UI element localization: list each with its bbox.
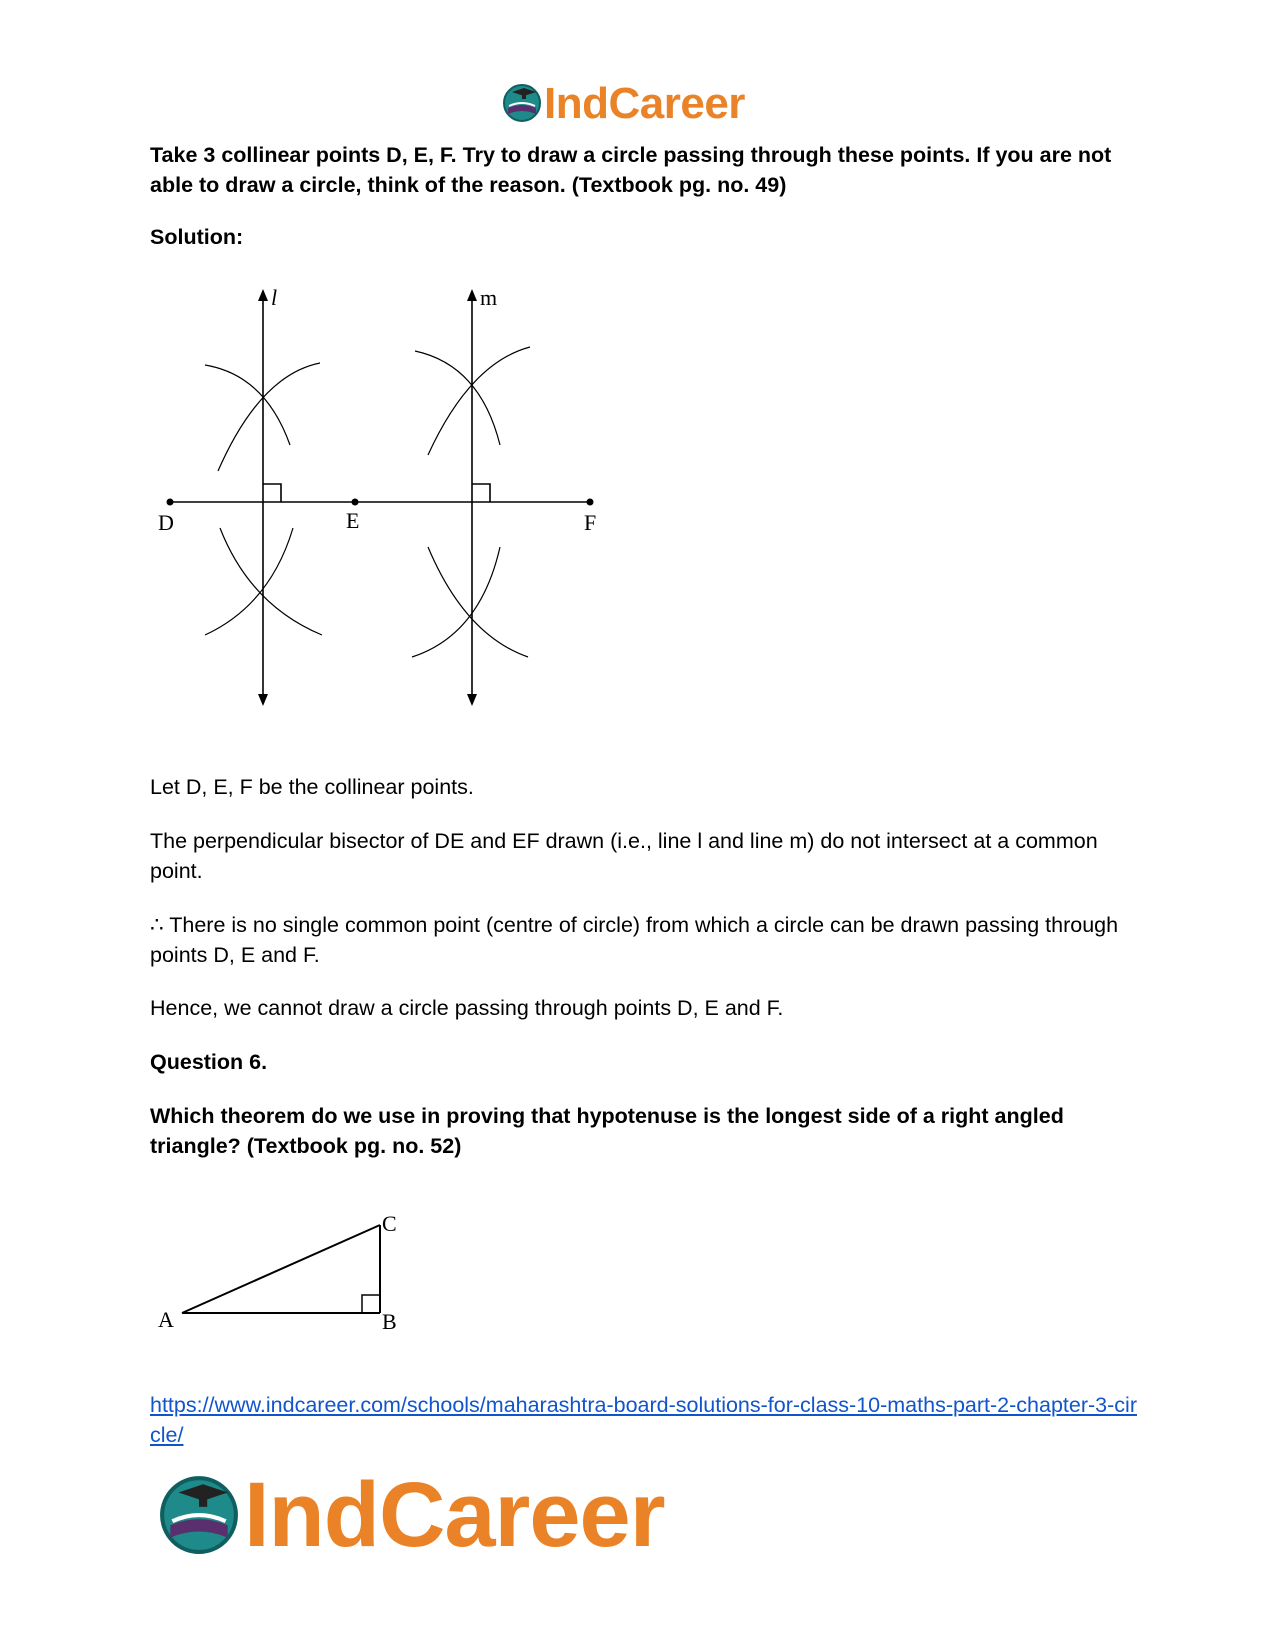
source-link[interactable]: https://www.indcareer.com/schools/maharashtra-board-solutions-for-class-10-maths-part-2-chapter-3-circle/: [150, 1393, 1137, 1447]
label-c: C: [382, 1211, 397, 1236]
arc: [412, 547, 500, 657]
label-m: m: [480, 285, 498, 310]
label-e: E: [346, 508, 360, 533]
right-triangle-figure: [150, 1195, 410, 1335]
indcareer-logo-top: [502, 80, 774, 128]
arc: [205, 365, 290, 445]
globe-book-icon: [158, 1472, 240, 1554]
right-angle-mark-l: [263, 484, 281, 502]
arc: [428, 347, 530, 455]
point-d-dot: [167, 499, 174, 506]
right-angle-mark-m: [472, 484, 490, 502]
question6-text: Which theorem do we use in proving that hypotenuse is the longest side of a right angled triangle? (Textbook pg. no. 52): [150, 1104, 1064, 1158]
arc: [205, 528, 293, 635]
point-f-dot: [587, 499, 594, 506]
indcareer-logo-bottom: [158, 1464, 718, 1568]
label-a: A: [158, 1307, 174, 1332]
arc: [218, 363, 320, 471]
point-e-dot: [352, 499, 359, 506]
arrowhead: [467, 289, 477, 301]
right-angle-mark-b: [362, 1295, 380, 1313]
question6-heading: Question 6.: [150, 1050, 268, 1074]
logo-wordmark: IndCareer: [244, 1464, 665, 1566]
label-d: D: [158, 510, 174, 535]
label-b: B: [382, 1309, 397, 1334]
source-link-container: [150, 1390, 1140, 1450]
hypotenuse-ac: [182, 1225, 380, 1313]
arrowhead: [258, 289, 268, 301]
globe-book-icon: [502, 82, 542, 122]
paragraph-collinear: Let D, E, F be the collinear points.: [150, 775, 474, 799]
arrowhead: [258, 694, 268, 706]
label-l: l: [271, 285, 278, 310]
paragraph-bisectors: The perpendicular bisector of DE and EF drawn (i.e., line l and line m) do not intersect at a common point.: [150, 829, 1098, 883]
paragraph-conclusion: Hence, we cannot draw a circle passing through points D, E and F.: [150, 996, 784, 1020]
perpendicular-bisector-figure: [150, 285, 630, 725]
solution-heading: Solution:: [150, 225, 244, 249]
question-text: Take 3 collinear points D, E, F. Try to draw a circle passing through these points. If you are not able to draw a circle, think of the reason. (Textbook pg. no. 49): [150, 143, 1112, 197]
arc: [220, 528, 322, 635]
arc: [428, 547, 528, 657]
logo-wordmark: IndCareer: [544, 79, 745, 128]
arc: [415, 351, 500, 445]
paragraph-therefore: ∴ There is no single common point (centre of circle) from which a circle can be drawn passing through points D, E and F.: [150, 913, 1119, 967]
arrowhead: [467, 694, 477, 706]
label-f: F: [584, 510, 597, 535]
